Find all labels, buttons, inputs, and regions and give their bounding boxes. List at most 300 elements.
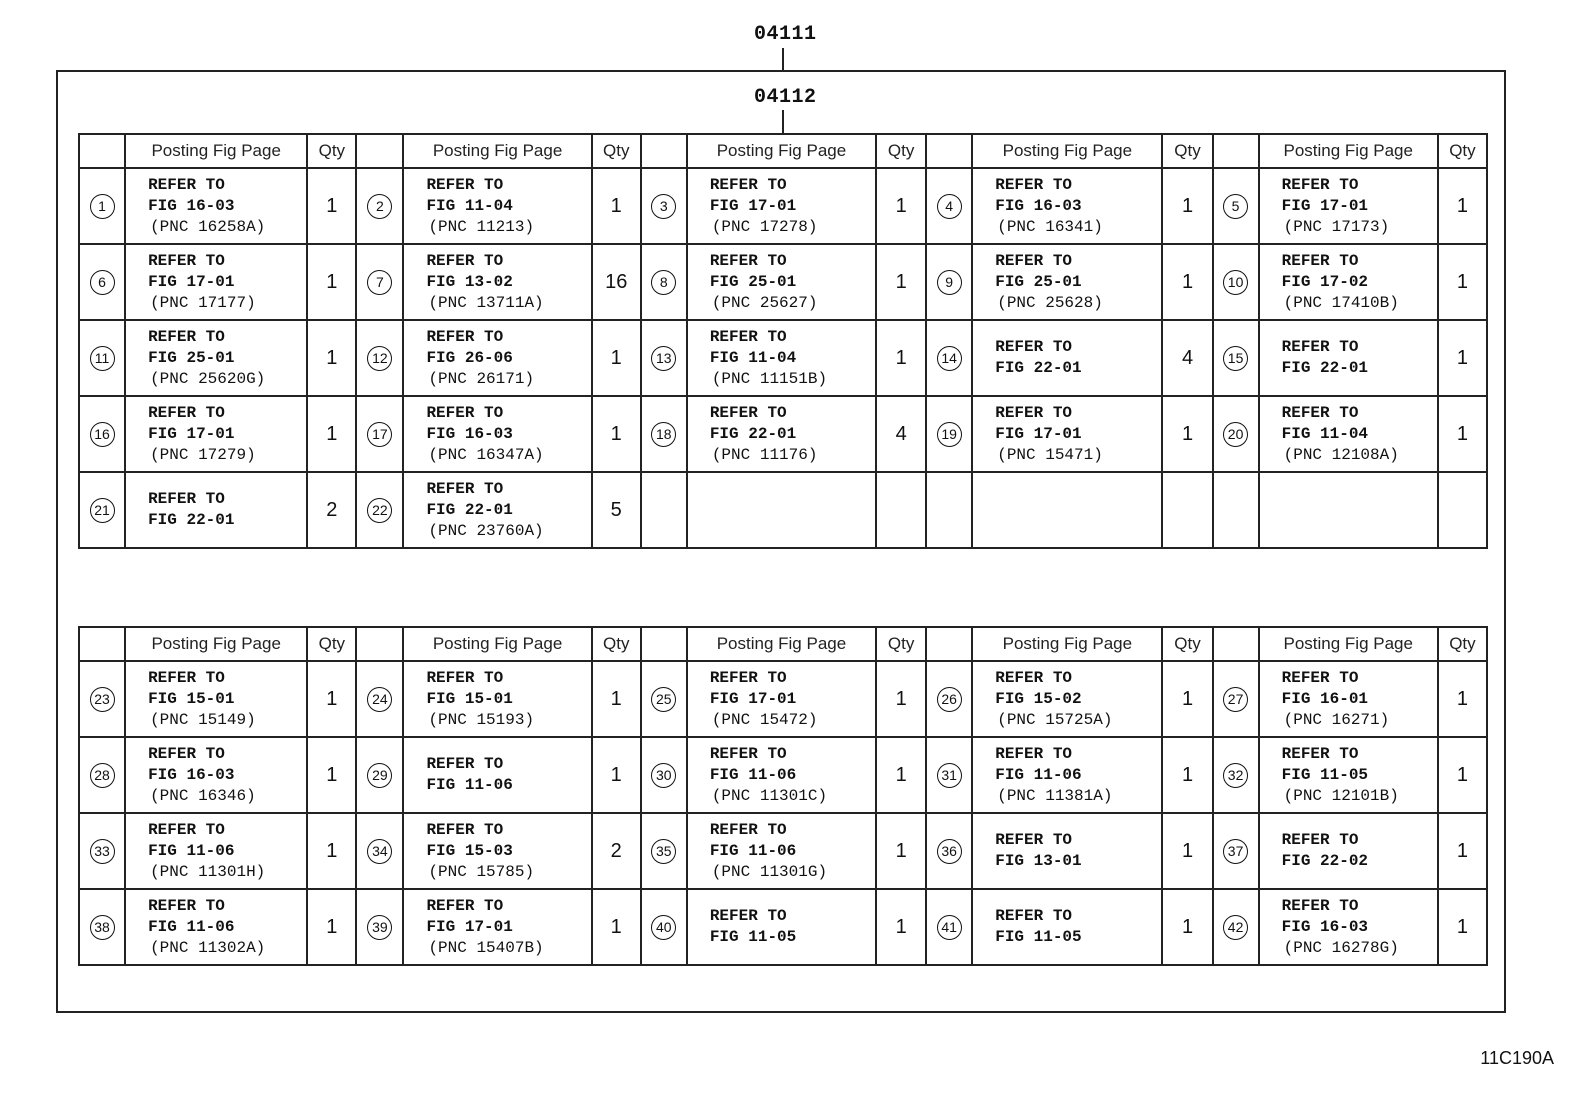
inner-code-leader — [782, 110, 784, 133]
header-posting: Posting Fig Page — [687, 627, 876, 661]
refer-to-text: REFER TO — [995, 907, 1073, 925]
fig-reference: FIG 15-01 — [426, 689, 513, 708]
item-number: 22 — [367, 498, 392, 523]
fig-reference: FIG 16-03 — [148, 196, 235, 215]
item-number: 39 — [367, 915, 392, 940]
pnc-reference: (PNC 17410B) — [1283, 293, 1399, 312]
qty-cell: 5 — [592, 472, 641, 548]
header-qty: Qty — [592, 134, 641, 168]
pnc-reference: (PNC 25620G) — [150, 369, 266, 388]
header-qty: Qty — [307, 627, 356, 661]
reference-cell — [687, 396, 876, 472]
item-number-cell — [641, 244, 687, 320]
refer-to-text: REFER TO — [148, 896, 225, 915]
item-number-cell — [356, 889, 403, 965]
item-number: 16 — [90, 422, 115, 447]
fig-reference: FIG 11-04 — [1281, 424, 1369, 443]
qty-cell: 4 — [1162, 320, 1212, 396]
table-row — [79, 661, 1487, 737]
qty-cell: 1 — [592, 661, 641, 737]
fig-reference: FIG 11-06 — [148, 917, 235, 936]
reference-cell — [972, 661, 1162, 737]
fig-reference: FIG 16-03 — [1281, 917, 1369, 936]
item-number-cell — [926, 661, 972, 737]
item-number: 12 — [367, 346, 392, 371]
pnc-reference: (PNC 15471) — [997, 445, 1103, 464]
parts-table-1 — [78, 133, 1488, 549]
item-number-cell — [1213, 472, 1259, 548]
header-posting: Posting Fig Page — [125, 627, 307, 661]
reference-cell — [125, 889, 307, 965]
refer-to-text: REFER TO — [148, 327, 225, 346]
reference-cell — [125, 168, 307, 244]
item-number: 19 — [937, 422, 962, 447]
item-number-cell — [356, 168, 403, 244]
qty-cell: 1 — [307, 889, 356, 965]
qty-cell: 1 — [876, 168, 926, 244]
qty-cell: 1 — [307, 661, 356, 737]
qty-cell: 1 — [592, 320, 641, 396]
fig-reference: FIG 11-06 — [426, 776, 513, 794]
qty-cell: 1 — [876, 244, 926, 320]
item-number-cell — [79, 813, 125, 889]
reference-cell — [403, 813, 591, 889]
fig-reference: FIG 17-01 — [709, 196, 797, 215]
reference-cell — [1259, 396, 1438, 472]
reference-cell — [125, 472, 307, 548]
qty-cell — [876, 472, 926, 548]
pnc-reference: (PNC 12108A) — [1283, 445, 1399, 464]
fig-reference: FIG 22-01 — [148, 511, 235, 529]
header-qty: Qty — [876, 627, 926, 661]
item-number-cell — [926, 737, 972, 813]
item-number-cell — [926, 889, 972, 965]
header-posting: Posting Fig Page — [1259, 134, 1438, 168]
item-number: 13 — [651, 346, 676, 371]
table-row — [79, 320, 1487, 396]
pnc-reference: (PNC 15407B) — [428, 938, 544, 957]
pnc-reference: (PNC 17173) — [1283, 217, 1390, 236]
refer-to-text: REFER TO — [1281, 896, 1359, 915]
header-blank — [1213, 627, 1259, 661]
qty-cell: 1 — [307, 244, 356, 320]
item-number: 9 — [937, 270, 962, 295]
refer-to-text: REFER TO — [709, 907, 787, 925]
header-posting: Posting Fig Page — [972, 134, 1162, 168]
fig-reference: FIG 17-01 — [148, 424, 235, 443]
item-number: 18 — [651, 422, 676, 447]
fig-reference: FIG 11-05 — [709, 928, 797, 946]
item-number-cell — [356, 737, 403, 813]
item-number: 41 — [937, 915, 962, 940]
qty-cell: 1 — [876, 737, 926, 813]
pnc-reference: (PNC 13711A) — [428, 293, 544, 312]
refer-to-text: REFER TO — [148, 744, 225, 763]
fig-reference: FIG 17-02 — [1281, 272, 1369, 291]
item-number: 35 — [651, 839, 676, 864]
item-number-cell — [1213, 168, 1259, 244]
refer-to-text: REFER TO — [426, 175, 504, 194]
item-number: 2 — [367, 194, 392, 219]
refer-to-text: REFER TO — [148, 668, 225, 687]
fig-reference: FIG 11-05 — [1281, 765, 1369, 784]
reference-cell — [125, 396, 307, 472]
reference-cell — [687, 889, 876, 965]
reference-cell — [403, 396, 591, 472]
refer-to-text: REFER TO — [148, 403, 225, 422]
fig-reference: FIG 11-04 — [709, 348, 797, 367]
fig-reference: FIG 16-03 — [426, 424, 513, 443]
header-qty: Qty — [1162, 134, 1212, 168]
qty-cell: 1 — [876, 813, 926, 889]
outer-code-leader — [782, 48, 784, 70]
item-number-cell — [641, 396, 687, 472]
header-posting: Posting Fig Page — [403, 134, 591, 168]
item-number: 1 — [90, 194, 115, 219]
item-number: 6 — [90, 270, 115, 295]
header-row — [79, 627, 1487, 661]
refer-to-text: REFER TO — [995, 403, 1073, 422]
header-blank — [926, 627, 972, 661]
pnc-reference: (PNC 16347A) — [428, 445, 544, 464]
fig-reference: FIG 17-01 — [426, 917, 513, 936]
item-number: 8 — [651, 270, 676, 295]
qty-cell: 1 — [1438, 813, 1487, 889]
header-posting: Posting Fig Page — [1259, 627, 1438, 661]
item-number: 7 — [367, 270, 392, 295]
header-qty: Qty — [1162, 627, 1212, 661]
refer-to-text: REFER TO — [1281, 338, 1359, 356]
pnc-reference: (PNC 11151B) — [711, 369, 828, 388]
item-number: 20 — [1223, 422, 1248, 447]
item-number-cell — [926, 813, 972, 889]
refer-to-text: REFER TO — [709, 668, 787, 687]
fig-reference: FIG 13-02 — [426, 272, 513, 291]
refer-to-text: REFER TO — [995, 175, 1073, 194]
refer-to-text: REFER TO — [426, 896, 504, 915]
qty-cell: 1 — [592, 889, 641, 965]
qty-cell: 1 — [1162, 813, 1212, 889]
refer-to-text: REFER TO — [148, 820, 225, 839]
fig-reference: FIG 22-01 — [709, 424, 797, 443]
reference-cell — [403, 244, 591, 320]
item-number-cell — [356, 320, 403, 396]
fig-reference: FIG 22-01 — [995, 359, 1082, 377]
table-row — [79, 244, 1487, 320]
refer-to-text: REFER TO — [426, 403, 504, 422]
refer-to-text: REFER TO — [426, 755, 504, 773]
pnc-reference: (PNC 16346) — [150, 786, 256, 805]
refer-to-text: REFER TO — [148, 251, 225, 270]
item-number-cell — [641, 813, 687, 889]
reference-cell — [1259, 661, 1438, 737]
fig-reference: FIG 17-01 — [709, 689, 797, 708]
refer-to-text: REFER TO — [426, 251, 504, 270]
reference-cell — [1259, 889, 1438, 965]
item-number-cell — [641, 320, 687, 396]
item-number: 14 — [937, 346, 962, 371]
refer-to-text: REFER TO — [426, 479, 504, 498]
fig-reference: FIG 11-05 — [995, 928, 1082, 946]
qty-cell: 1 — [876, 889, 926, 965]
refer-to-text: REFER TO — [709, 744, 787, 763]
item-number-cell — [641, 737, 687, 813]
item-number: 11 — [90, 346, 115, 371]
item-number: 5 — [1223, 194, 1248, 219]
fig-reference: FIG 13-01 — [995, 852, 1082, 870]
header-posting: Posting Fig Page — [403, 627, 591, 661]
qty-cell: 1 — [307, 813, 356, 889]
pnc-reference: (PNC 15472) — [711, 710, 818, 729]
header-row — [79, 134, 1487, 168]
qty-cell: 1 — [307, 320, 356, 396]
reference-cell — [687, 168, 876, 244]
header-blank — [1213, 134, 1259, 168]
reference-cell — [125, 737, 307, 813]
table-row — [79, 396, 1487, 472]
fig-reference: FIG 11-06 — [709, 765, 797, 784]
refer-to-text: REFER TO — [709, 327, 787, 346]
fig-reference: FIG 15-03 — [426, 841, 513, 860]
fig-reference: FIG 15-01 — [148, 689, 235, 708]
qty-cell: 1 — [1162, 737, 1212, 813]
item-number: 30 — [651, 763, 676, 788]
item-number-cell — [356, 813, 403, 889]
fig-reference: FIG 25-01 — [709, 272, 797, 291]
fig-reference: FIG 22-01 — [426, 500, 513, 519]
reference-cell — [125, 244, 307, 320]
item-number-cell — [1213, 889, 1259, 965]
figure-id: 11C190A — [1480, 1048, 1554, 1068]
fig-reference: FIG 17-01 — [148, 272, 235, 291]
qty-cell: 2 — [307, 472, 356, 548]
pnc-reference: (PNC 11301G) — [711, 862, 828, 881]
reference-cell — [972, 320, 1162, 396]
qty-cell: 1 — [1438, 168, 1487, 244]
refer-to-text: REFER TO — [1281, 668, 1359, 687]
reference-cell — [125, 813, 307, 889]
reference-cell — [687, 813, 876, 889]
refer-to-text: REFER TO — [995, 668, 1073, 687]
item-number-cell — [79, 244, 125, 320]
item-number: 24 — [367, 687, 392, 712]
pnc-reference: (PNC 16258A) — [150, 217, 266, 236]
qty-cell: 1 — [307, 168, 356, 244]
item-number: 28 — [90, 763, 115, 788]
qty-cell: 1 — [307, 737, 356, 813]
reference-cell — [1259, 472, 1438, 548]
header-blank — [79, 627, 125, 661]
item-number: 40 — [651, 915, 676, 940]
fig-reference: FIG 11-06 — [995, 765, 1082, 784]
refer-to-text: REFER TO — [709, 820, 787, 839]
item-number-cell — [926, 320, 972, 396]
reference-cell — [972, 472, 1162, 548]
qty-cell — [1438, 472, 1487, 548]
pnc-reference: (PNC 11302A) — [150, 938, 266, 957]
item-number: 42 — [1223, 915, 1248, 940]
pnc-reference: (PNC 25628) — [997, 293, 1103, 312]
item-number-cell — [926, 396, 972, 472]
header-blank — [641, 134, 687, 168]
item-number-cell — [79, 472, 125, 548]
refer-to-text: REFER TO — [148, 175, 225, 194]
item-number-cell — [926, 168, 972, 244]
item-number-cell — [1213, 661, 1259, 737]
fig-reference: FIG 22-02 — [1281, 852, 1369, 870]
item-number-cell — [926, 244, 972, 320]
item-number-cell — [1213, 396, 1259, 472]
pnc-reference: (PNC 11213) — [428, 217, 535, 236]
item-number-cell — [79, 320, 125, 396]
pnc-reference: (PNC 11381A) — [997, 786, 1113, 805]
header-qty: Qty — [307, 134, 356, 168]
pnc-reference: (PNC 15725A) — [997, 710, 1113, 729]
reference-cell — [1259, 813, 1438, 889]
item-number: 25 — [651, 687, 676, 712]
table-row — [79, 813, 1487, 889]
qty-cell: 1 — [1162, 396, 1212, 472]
item-number-cell — [641, 661, 687, 737]
refer-to-text: REFER TO — [1281, 831, 1359, 849]
fig-reference: FIG 16-03 — [995, 196, 1082, 215]
fig-reference: FIG 26-06 — [426, 348, 513, 367]
header-qty: Qty — [876, 134, 926, 168]
reference-cell — [687, 661, 876, 737]
fig-reference: FIG 25-01 — [995, 272, 1082, 291]
reference-cell — [972, 813, 1162, 889]
qty-cell: 1 — [876, 320, 926, 396]
fig-reference: FIG 11-04 — [426, 196, 513, 215]
refer-to-text: REFER TO — [1281, 251, 1359, 270]
item-number-cell — [926, 472, 972, 548]
qty-cell: 2 — [592, 813, 641, 889]
reference-cell — [403, 472, 591, 548]
header-blank — [79, 134, 125, 168]
pnc-reference: (PNC 17279) — [150, 445, 256, 464]
fig-reference: FIG 22-01 — [1281, 359, 1369, 377]
refer-to-text: REFER TO — [1281, 403, 1359, 422]
item-number: 17 — [367, 422, 392, 447]
qty-cell: 1 — [307, 396, 356, 472]
refer-to-text: REFER TO — [426, 327, 504, 346]
item-number-cell — [356, 244, 403, 320]
header-blank — [641, 627, 687, 661]
reference-cell — [972, 244, 1162, 320]
reference-cell — [1259, 168, 1438, 244]
item-number: 38 — [90, 915, 115, 940]
fig-reference: FIG 17-01 — [995, 424, 1082, 443]
parts-table-2 — [78, 626, 1488, 966]
pnc-reference: (PNC 17278) — [711, 217, 818, 236]
reference-cell — [687, 244, 876, 320]
pnc-reference: (PNC 25627) — [711, 293, 818, 312]
item-number-cell — [79, 168, 125, 244]
header-blank — [356, 134, 403, 168]
qty-cell: 1 — [1438, 737, 1487, 813]
item-number-cell — [356, 396, 403, 472]
reference-cell — [403, 320, 591, 396]
header-qty: Qty — [1438, 627, 1487, 661]
pnc-reference: (PNC 11176) — [711, 445, 818, 464]
header-qty: Qty — [1438, 134, 1487, 168]
item-number: 37 — [1223, 839, 1248, 864]
header-posting: Posting Fig Page — [972, 627, 1162, 661]
table-row — [79, 737, 1487, 813]
item-number-cell — [641, 889, 687, 965]
reference-cell — [687, 472, 876, 548]
item-number: 33 — [90, 839, 115, 864]
reference-cell — [972, 168, 1162, 244]
pnc-reference: (PNC 12101B) — [1283, 786, 1399, 805]
table-row — [79, 889, 1487, 965]
pnc-reference: (PNC 16278G) — [1283, 938, 1399, 957]
qty-cell: 1 — [1438, 889, 1487, 965]
reference-cell — [1259, 320, 1438, 396]
reference-cell — [972, 396, 1162, 472]
item-number: 23 — [90, 687, 115, 712]
item-number-cell — [641, 168, 687, 244]
fig-reference: FIG 16-01 — [1281, 689, 1369, 708]
fig-reference: FIG 17-01 — [1281, 196, 1369, 215]
reference-cell — [972, 737, 1162, 813]
item-number-cell — [356, 661, 403, 737]
item-number-cell — [1213, 244, 1259, 320]
item-number-cell — [79, 661, 125, 737]
qty-cell: 1 — [592, 168, 641, 244]
item-number: 21 — [90, 498, 115, 523]
qty-cell: 1 — [1438, 244, 1487, 320]
refer-to-text: REFER TO — [995, 251, 1073, 270]
item-number-cell — [79, 737, 125, 813]
item-number: 3 — [651, 194, 676, 219]
qty-cell: 16 — [592, 244, 641, 320]
pnc-reference: (PNC 26171) — [428, 369, 535, 388]
reference-cell — [687, 737, 876, 813]
pnc-reference: (PNC 17177) — [150, 293, 256, 312]
fig-reference: FIG 25-01 — [148, 348, 235, 367]
qty-cell: 1 — [1162, 244, 1212, 320]
pnc-reference: (PNC 15193) — [428, 710, 535, 729]
qty-cell: 1 — [1438, 661, 1487, 737]
item-number: 31 — [937, 763, 962, 788]
header-posting: Posting Fig Page — [687, 134, 876, 168]
refer-to-text: REFER TO — [709, 175, 787, 194]
qty-cell: 1 — [592, 396, 641, 472]
header-blank — [356, 627, 403, 661]
item-number: 4 — [937, 194, 962, 219]
table-row — [79, 168, 1487, 244]
item-number: 34 — [367, 839, 392, 864]
inner-code: 04112 — [754, 86, 817, 109]
reference-cell — [403, 889, 591, 965]
qty-cell: 1 — [1162, 661, 1212, 737]
reference-cell — [1259, 244, 1438, 320]
header-qty: Qty — [592, 627, 641, 661]
qty-cell: 1 — [1438, 320, 1487, 396]
reference-cell — [403, 661, 591, 737]
qty-cell: 1 — [1162, 889, 1212, 965]
pnc-reference: (PNC 11301C) — [711, 786, 828, 805]
item-number: 29 — [367, 763, 392, 788]
item-number-cell — [1213, 813, 1259, 889]
reference-cell — [403, 737, 591, 813]
refer-to-text: REFER TO — [995, 831, 1073, 849]
reference-cell — [1259, 737, 1438, 813]
refer-to-text: REFER TO — [709, 403, 787, 422]
item-number: 27 — [1223, 687, 1248, 712]
item-number: 10 — [1223, 270, 1248, 295]
